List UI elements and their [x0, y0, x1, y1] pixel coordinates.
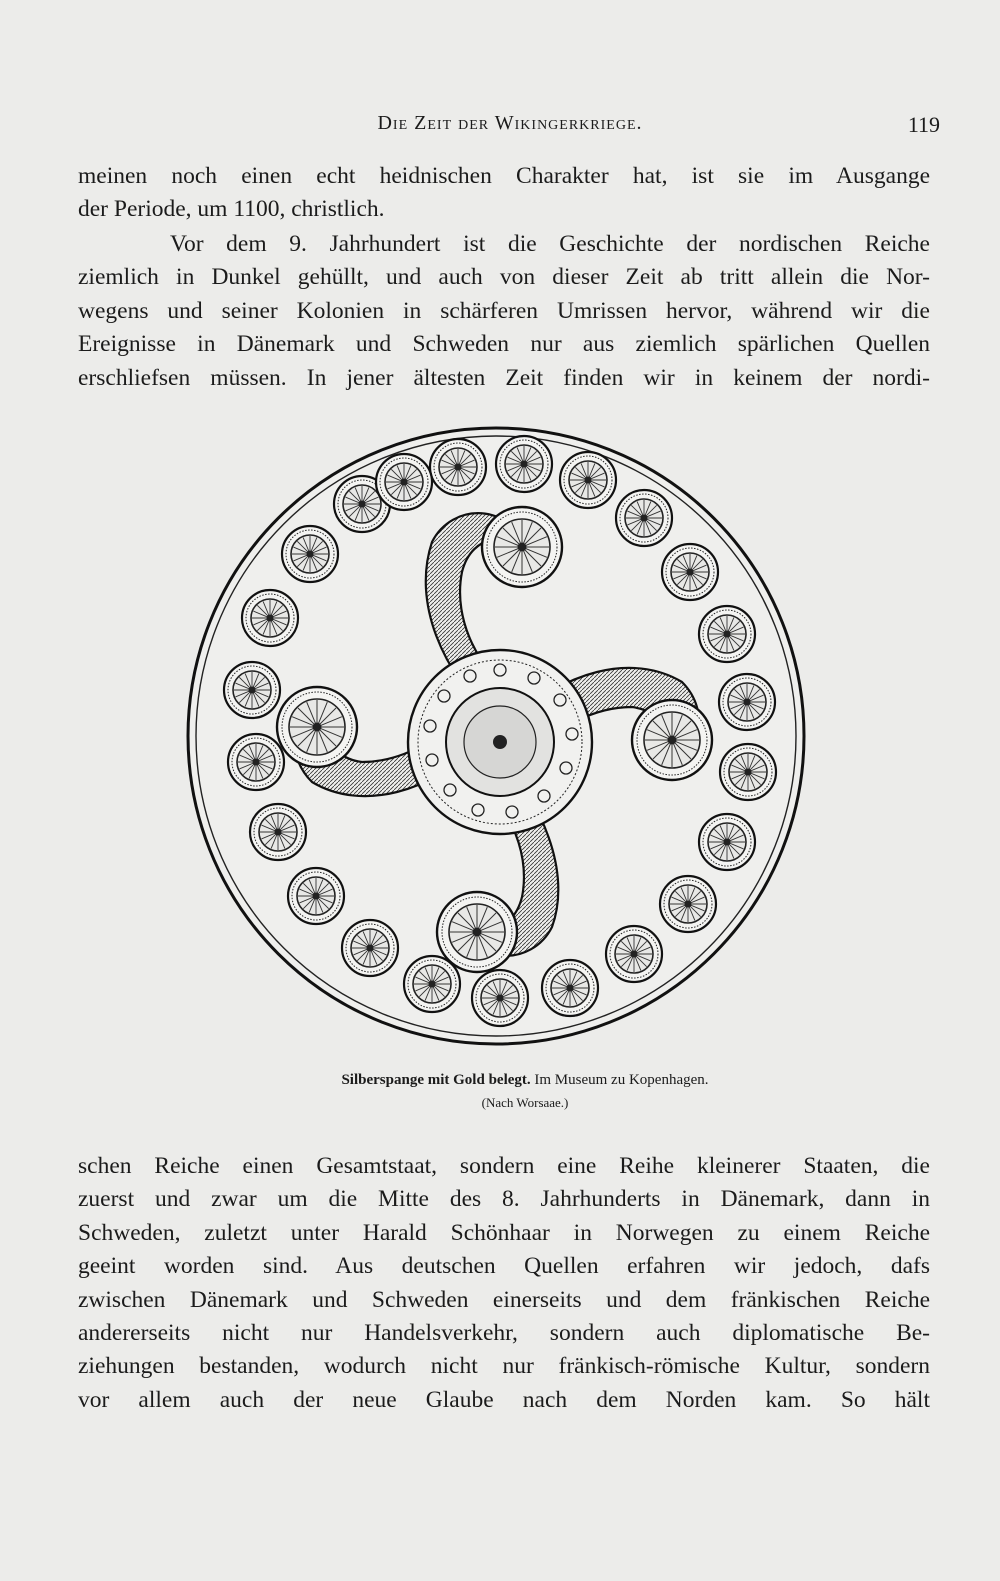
- text-line: Vor dem 9. Jahrhundert ist die Geschichte der nordischen Reiche: [170, 231, 930, 257]
- text-line: ziehungen bestanden, wodurch nicht nur fränkisch-römische Kultur, sondern: [78, 1353, 930, 1380]
- caption-location: Im Museum zu Kopenhagen.: [534, 1072, 709, 1088]
- running-title: Die Zeit der Wikingerkriege.: [377, 112, 643, 134]
- text-line: der Periode, um 1100, christlich.: [78, 196, 385, 223]
- text-line: andererseits nicht nur Handelsverkehr, sondern auch diplomatische Be-: [78, 1319, 930, 1346]
- page-header: [80, 112, 940, 142]
- brooch-illustration: [182, 422, 810, 1050]
- text-line: ziemlich in Dunkel gehüllt, und auch von dieser Zeit ab tritt allein die Nor-: [78, 264, 930, 291]
- text-line: zwischen Dänemark und Schweden einerseits und dem fränkischen Reiche: [78, 1286, 930, 1313]
- page-number: 119: [907, 112, 940, 137]
- figure-caption: [100, 1072, 950, 1111]
- paragraph-2: [78, 228, 930, 395]
- paragraph-1: [78, 160, 930, 227]
- text-line: Schweden, zuletzt unter Harald Schönhaar in Norwegen zu einem Reiche: [78, 1219, 930, 1246]
- text-line: schen Reiche einen Gesamtstaat, sondern eine Reihe kleinerer Staaten, die: [78, 1153, 930, 1179]
- text-line: Ereignisse in Dänemark und Schweden nur aus ziemlich spärlichen Quellen: [78, 331, 930, 358]
- text-line: zuerst und zwar um die Mitte des 8. Jahrhunderts in Dänemark, dann in: [78, 1186, 930, 1213]
- text-line: vor allem auch der neue Glaube nach dem Norden kam. So hält: [78, 1386, 930, 1413]
- paragraph-3: [78, 1150, 930, 1417]
- text-line: erschliefsen müssen. In jener ältesten Zeit finden wir in keinem der nordi-: [78, 364, 930, 391]
- text-line: geeint worden sind. Aus deutschen Quellen erfahren wir jedoch, dafs: [78, 1253, 930, 1280]
- text-line: meinen noch einen echt heidnischen Charakter hat, ist sie im Ausgange: [78, 163, 930, 189]
- caption-source: (Nach Worsaae.): [481, 1095, 569, 1110]
- text-line: wegens und seiner Kolonien in schärferen Umrissen hervor, während wir die: [78, 297, 930, 324]
- caption-title: Silberspange mit Gold belegt.: [341, 1072, 531, 1088]
